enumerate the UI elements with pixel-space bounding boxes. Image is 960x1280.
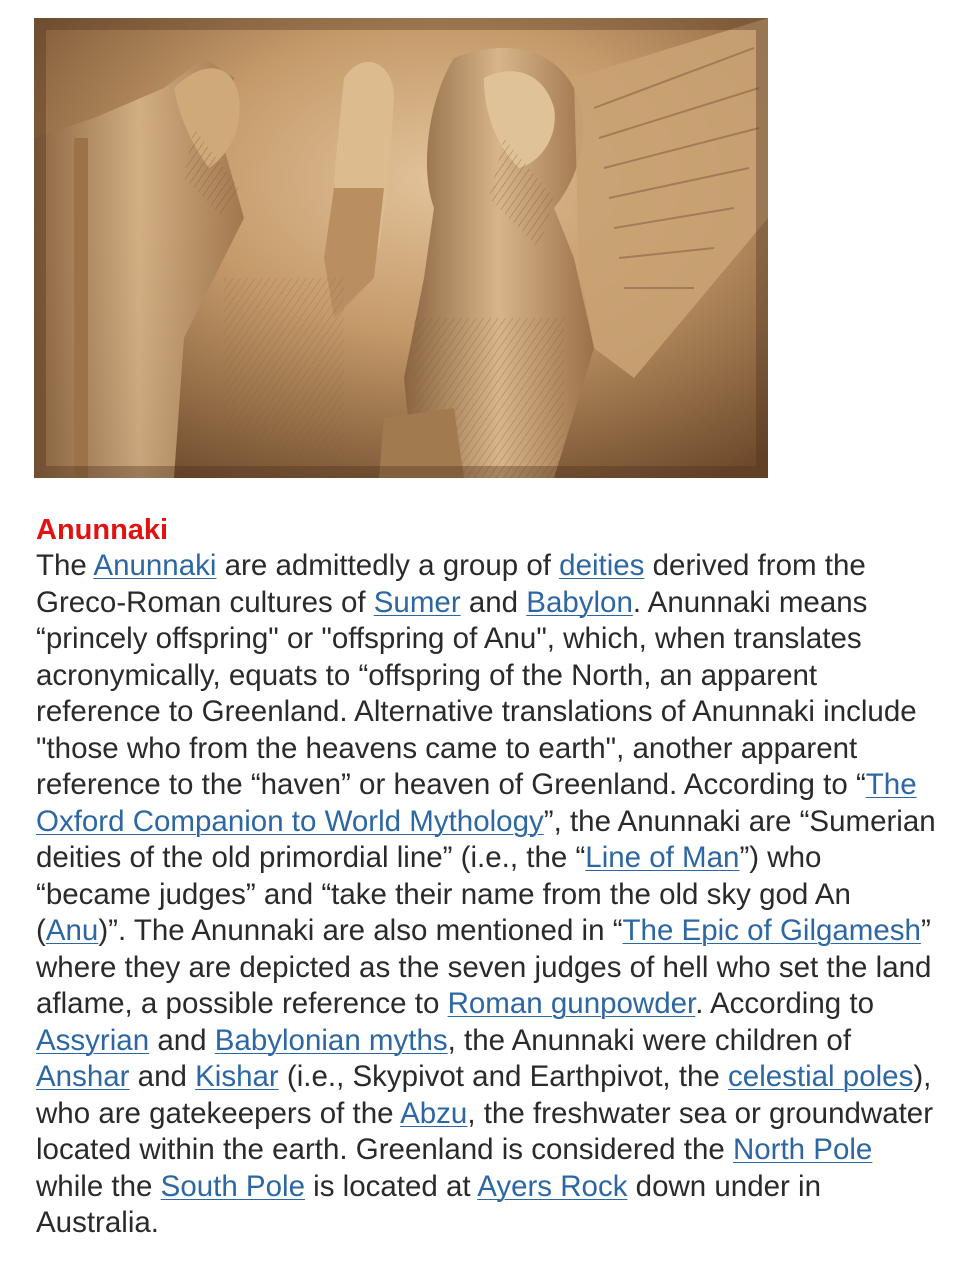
article-link[interactable]: Anunnaki [93, 549, 217, 582]
article-link[interactable]: Babylonian myths [214, 1023, 448, 1057]
article-text: is located at [304, 1169, 478, 1203]
article-text: ”, the Anunnaki are “Sumerian deities of the old primordial line” (i.e., the “ [36, 804, 936, 874]
article-link[interactable]: North Pole [732, 1133, 873, 1166]
article-link[interactable]: Sumer [373, 585, 461, 619]
article-link[interactable]: deities [559, 549, 645, 582]
article-link[interactable]: Anshar [36, 1060, 130, 1093]
article-text: ” where they are depicted as the seven judges of hell who set the land aflame, a possible reference to [36, 914, 932, 1020]
article-text: derived from the Greco-Roman cultures of [36, 549, 866, 619]
article-link[interactable]: The Oxford Companion to World Mythology [36, 768, 917, 838]
article-text: The [36, 549, 94, 582]
article-text: , the Anunnaki were children of [447, 1023, 852, 1057]
article-text: (i.e., Skypivot and Earthpivot, the [278, 1060, 729, 1093]
article-text: down under in Australia. [36, 1169, 821, 1239]
article-link[interactable]: Kishar [195, 1060, 279, 1093]
article-link[interactable]: Roman gunpowder [447, 987, 696, 1020]
article-link[interactable]: Babylon [526, 585, 633, 619]
article-link[interactable]: Assyrian [36, 1023, 150, 1057]
article-link[interactable]: Abzu [400, 1096, 468, 1130]
assyrian-relief-illustration [34, 18, 768, 478]
article-text: and [149, 1023, 215, 1057]
relief-image [34, 18, 768, 478]
article-link[interactable]: celestial poles [728, 1060, 914, 1093]
article-heading: Anunnaki [36, 514, 169, 546]
article-text: and [460, 585, 527, 619]
article-text: )”. The Anunnaki are also mentioned in “ [98, 914, 623, 947]
article-text: . Anunnaki means “princely offspring" or "offspring of Anu", which, when translates acronymically, equats to “offspring of the North, an apparent reference to Greenland. Alternative translations of Anunnaki include "those who from the heavens came to earth", another apparent reference to the “haven” or heaven of Greenland. According to “ [36, 585, 917, 801]
article-text: ), who are gatekeepers of the [36, 1060, 932, 1130]
article-text: and [129, 1060, 196, 1093]
article-body [36, 548, 936, 1242]
article-link[interactable]: Anu [45, 914, 99, 947]
article-link[interactable]: Line of Man [585, 841, 740, 874]
article-text: ”) who “became judges” and “take their name from the old sky god An ( [36, 841, 851, 947]
article-text: , the freshwater sea or groundwater located within the earth. Greenland is considered the [36, 1096, 934, 1166]
article-text: are admittedly a group of [216, 549, 560, 582]
article-link[interactable]: Ayers Rock [477, 1169, 628, 1203]
article-link[interactable]: South Pole [160, 1169, 305, 1203]
article-text: . According to [695, 987, 874, 1020]
article-text: while the [36, 1169, 161, 1203]
article [36, 512, 936, 1242]
article-link[interactable]: The Epic of Gilgamesh [622, 914, 921, 947]
